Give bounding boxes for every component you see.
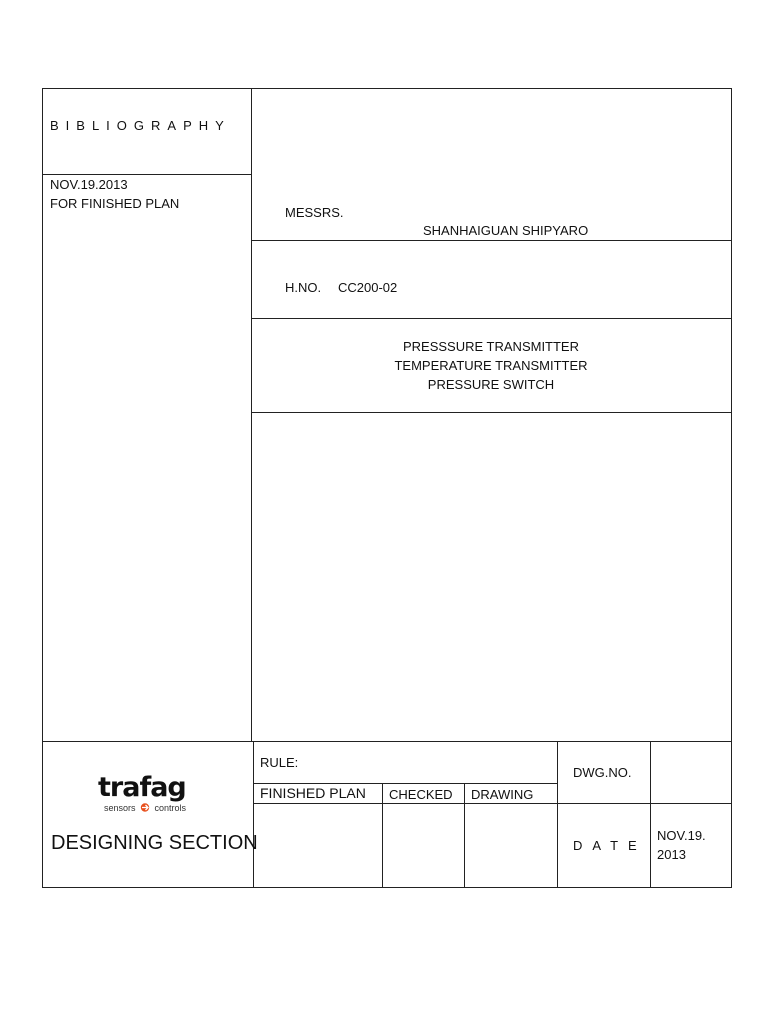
logo-sub-right: controls <box>154 803 187 813</box>
designing-section: DESIGNING SECTION <box>51 832 258 854</box>
messrs-label: MESSRS. <box>285 205 344 220</box>
hull-label: H.NO. <box>285 280 322 295</box>
item-temperature-transmitter: TEMPERATURE TRANSMITTER <box>394 358 588 373</box>
checked-label: CHECKED <box>389 787 453 802</box>
messrs-divider <box>251 240 732 241</box>
tb-divider-drawing <box>464 783 465 888</box>
dwg-no-label: DWG.NO. <box>573 765 632 780</box>
tb-divider-rule <box>557 741 558 888</box>
tb-rule-row-bottom <box>253 803 732 804</box>
rule-value: FINISHED PLAN <box>260 785 366 801</box>
hull-divider <box>251 318 732 319</box>
left-column-divider <box>251 88 252 742</box>
logo-sub-left: sensors <box>104 803 136 813</box>
bibliography-title: BIBLIOGRAPHY <box>50 118 231 133</box>
rule-label: RULE: <box>260 755 299 770</box>
item-pressure-transmitter: PRESSSURE TRANSMITTER <box>402 339 579 354</box>
messrs-name: SHANHAIGUAN SHIPYARO <box>423 223 589 238</box>
drawing-label: DRAWING <box>471 787 534 802</box>
tb-divider-logo <box>253 741 254 888</box>
date-value-line2: 2013 <box>657 847 686 862</box>
items-divider <box>251 412 732 413</box>
date-label: DATE <box>573 838 647 853</box>
bibliography-date: NOV.19.2013 <box>50 177 128 192</box>
title-block-frame <box>42 741 732 888</box>
bibliography-note: FOR FINISHED PLAN <box>50 196 180 211</box>
hull-value: CC200-02 <box>338 280 398 295</box>
tb-divider-date <box>650 741 651 888</box>
tb-divider-checked <box>382 783 383 888</box>
trafag-logo-tagline <box>104 803 186 813</box>
date-value-line1: NOV.19. <box>657 828 706 843</box>
tb-rule-row-top <box>253 783 558 784</box>
item-pressure-switch: PRESSURE SWITCH <box>427 377 555 392</box>
trafag-logo: trafag <box>98 772 186 803</box>
logo-arrow-icon <box>139 803 151 812</box>
bibliography-divider <box>42 174 252 175</box>
main-frame <box>42 88 732 742</box>
